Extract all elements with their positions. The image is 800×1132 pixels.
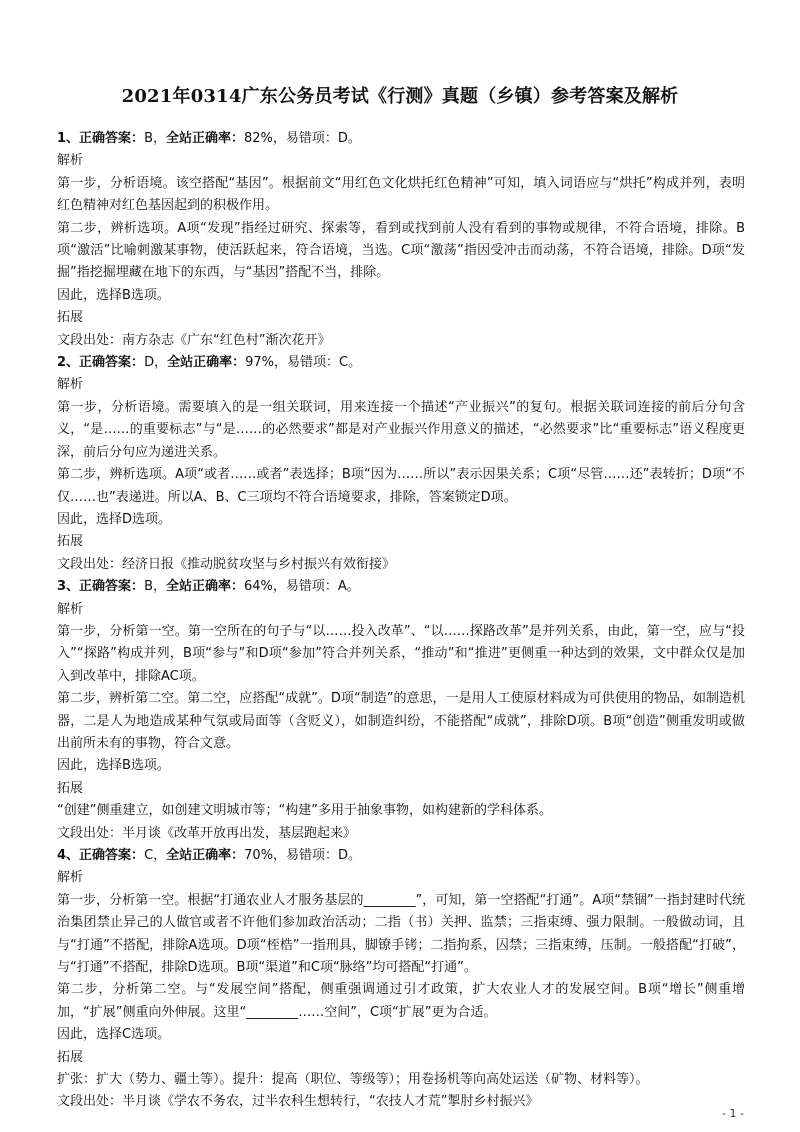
answer-line — [57, 576, 745, 598]
expand-paragraph: 文段出处：半月谈《改革开放再出发，基层跑起来》 — [57, 825, 357, 841]
analysis-paragraph: 第二步，分析第二空。与“发展空间”搭配，侧重强调通过引才政策，扩大农业人才的发展空间。B项“增长”侧重增加，“扩展”侧重向外伸展。这里“________……空间”，C项“扩展”更为合适。 — [57, 982, 745, 1020]
question-block — [57, 128, 745, 352]
analysis-paragraph: 因此，选择B选项。 — [57, 287, 170, 303]
answer-label: 正确答案： — [79, 131, 145, 146]
question-number: 4、 — [57, 848, 80, 863]
question-number: 3、 — [57, 579, 80, 595]
answer-line — [57, 128, 745, 150]
expand-paragraph: 文段出处：南方杂志《广东“红色村”渐次花开》 — [57, 332, 331, 348]
analysis-paragraph: 因此，选择D选项。 — [57, 511, 172, 527]
analysis-paragraph: 第二步，辨析第二空。第二空，应搭配“成就”。D项“制造”的意思，一是用人工使原材料成为可供使用的物品，如制造机器，二是人为地造成某种气氛或局面等（含贬义），如制造纠纷，不能搭配“成就”，排除D项。B项“创造”侧重发明或做出前所未有的事物，符合文意。 — [57, 691, 745, 751]
question-number: 2、 — [57, 355, 80, 371]
analysis-label: 解析 — [57, 377, 84, 393]
expand-label: 拓展 — [57, 1049, 84, 1065]
page-number: - 1 - — [722, 1107, 744, 1120]
answer-value: B， — [144, 131, 166, 146]
answer-line — [57, 352, 745, 374]
analysis-label: 解析 — [57, 601, 84, 617]
expand-paragraph: 文段出处：经济日报《推动脱贫攻坚与乡村振兴有效衔接》 — [57, 556, 396, 572]
analysis-paragraph: 第一步，分析第一空。第一空所在的句子与“以……投入改革”、“以……探路改革”是并列关系，由此，第一空，应与“投入”“探路”构成并列，B项“参与”和D项“参加”符合并列关系，“推动”和“推进”更侧重一种达到的效果，文中群众仅是加入到改革中，排除AC项。 — [57, 623, 745, 684]
answer-line — [57, 845, 745, 867]
rate-label: 全站正确率： — [165, 579, 244, 595]
question-number: 1、 — [57, 131, 80, 146]
document-body — [57, 128, 745, 1114]
rate-value: 97%，易错项：C。 — [245, 355, 362, 371]
rate-label: 全站正确率： — [165, 131, 244, 146]
analysis-paragraph: 第一步，分析语境。该空搭配“基因”。根据前文“用红色文化烘托红色精神”可知，填入词语应与“烘托”构成并列，表明红色精神对红色基因起到的积极作用。 — [57, 175, 745, 214]
answer-label: 正确答案： — [79, 355, 145, 371]
answer-value: B， — [144, 579, 166, 595]
expand-label: 拓展 — [57, 534, 84, 550]
expand-paragraph: “创建”侧重建立，如创建文明城市等；“构建”多用于抽象事物，如构建新的学科体系。 — [57, 803, 552, 819]
expand-label: 拓展 — [57, 780, 84, 796]
question-block — [57, 352, 745, 576]
analysis-label: 解析 — [57, 153, 84, 169]
question-block — [57, 576, 745, 845]
analysis-paragraph: 因此，选择C选项。 — [57, 1027, 171, 1043]
answer-label: 正确答案： — [79, 579, 145, 595]
page-title: 2021年0314广东公务员考试《行测》真题（乡镇）参考答案及解析 — [121, 86, 679, 107]
question-block — [57, 845, 745, 1114]
expand-label: 拓展 — [57, 310, 84, 326]
rate-value: 82%，易错项：D。 — [244, 131, 361, 146]
expand-paragraph: 文段出处：半月谈《学农不务农，过半农科生想转行，“农技人才荒”掣肘乡村振兴》 — [57, 1094, 539, 1110]
rate-value: 64%，易错项：A。 — [244, 579, 360, 595]
rate-label: 全站正确率： — [166, 848, 245, 863]
rate-label: 全站正确率： — [167, 355, 246, 371]
analysis-paragraph: 因此，选择B选项。 — [57, 758, 170, 774]
answer-value: D， — [144, 355, 168, 371]
analysis-paragraph: 第二步，辨析选项。A项“或者……或者”表选择；B项“因为……所以”表示因果关系；C项“尽管……还”表转折；D项“不仅……也”表递进。所以A、B、C三项均不符合语境要求，排除，答案锁定D项。 — [57, 467, 745, 505]
analysis-label: 解析 — [57, 870, 84, 886]
analysis-paragraph: 第一步，分析第一空。根据“打通农业人才服务基层的________”，可知，第一空搭配“打通”。A项“禁锢”一指封建时代统治集团禁止异己的人做官或者不许他们参加政治活动；二指（书）关押、监禁；三指束缚、强力限制。一般做动词，且与“打通”不搭配，排除A选项。D项“桎梏”一指刑具，脚镣手铐；二指拘系，囚禁；三指束缚，压制。一般搭配“打破”，与“打通”不搭配，排除D选项。B项“渠道”和C项“脉络”均可搭配“打通”。 — [57, 892, 745, 976]
analysis-paragraph: 第二步，辨析选项。A项“发现”指经过研究、探索等，看到或找到前人没有看到的事物或规律，不符合语境，排除。B项“激活”比喻刺激某事物，使活跃起来，符合语境，当选。C项“激荡”指因受冲击而动荡，不符合语境，排除。D项“发掘”指挖掘埋藏在地下的东西，与“基因”搭配不当，排除。 — [57, 220, 745, 281]
answer-value: C， — [144, 848, 167, 863]
answer-label: 正确答案： — [79, 848, 145, 863]
expand-paragraph: 扩张：扩大（势力、疆土等）。提升：提高（职位、等级等）；用卷扬机等向高处运送（矿物、材料等）。 — [57, 1072, 649, 1088]
analysis-paragraph: 第一步，分析语境。需要填入的是一组关联词，用来连接一个描述“产业振兴”的复句。根据关联词连接的前后分句含义，“是……的重要标志”与“是……的必然要求”都是对产业振兴作用意义的描述，“必然要求”比“重要标志”语义程度更深，前后分句应为递进关系。 — [57, 399, 745, 460]
rate-value: 70%，易错项：D。 — [244, 848, 362, 863]
